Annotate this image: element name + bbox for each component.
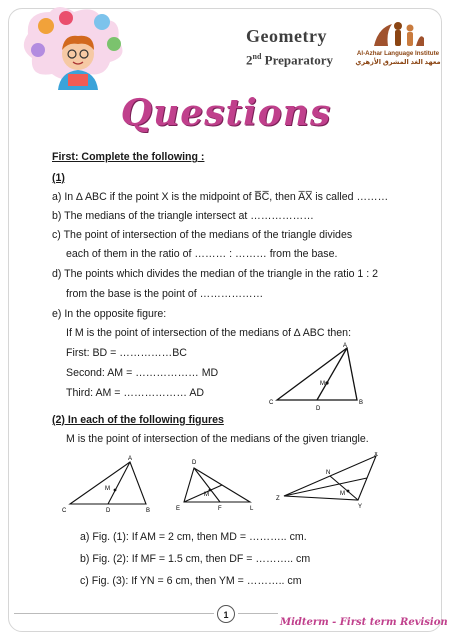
fig2-label-m: M [204, 492, 209, 498]
fig1-label-a: A [128, 456, 133, 462]
question-1d-line1: d) The points which divides the median of the triangle in the ratio 1 : 2 [52, 268, 379, 280]
fig1-label-d: D [106, 508, 111, 514]
label-c: C [269, 400, 274, 406]
fig1-label-c: C [62, 508, 67, 514]
page-heading: Questions [120, 92, 332, 134]
section-heading-second: (2) In each of the following figures [52, 414, 224, 426]
question-1a: a) In ∆ ABC if the point X is the midpoint of B̅C̅, then A̅X̅ is called ……… [52, 191, 389, 203]
question-number-1: (1) [52, 172, 65, 184]
page-number: 1 [217, 605, 235, 623]
question-1c-line2: each of them in the ratio of ……… : ……… from the base. [66, 248, 338, 260]
question-1e-line1: e) In the opposite figure: [52, 308, 167, 320]
fig1-label-m: M [105, 486, 110, 492]
fig2-label-f: F [218, 506, 222, 512]
fig2-label-e: E [176, 506, 181, 512]
question-1e-second: Second: AM = ……………… MD [66, 367, 219, 379]
footer-divider-left [14, 613, 214, 614]
fig3-label-z: Z [276, 496, 280, 502]
section2-intro: M is the point of intersection of the medians of the given triangle. [66, 433, 369, 445]
fig3-label-x: X [374, 452, 379, 458]
fig3-label-m: M [340, 491, 345, 497]
footer-divider-right [238, 613, 278, 614]
question-1d-line2: from the base is the point of ……………… [66, 288, 264, 300]
figure-3 [276, 452, 378, 510]
label-d: D [316, 406, 321, 412]
question-1e-first: First: BD = ……………BC [66, 347, 187, 359]
fig3-label-n: N [326, 470, 331, 476]
question-1b: b) The medians of the triangle intersect at ……………… [52, 210, 314, 222]
three-triangle-figures [58, 452, 403, 524]
institute-name-english: Al-Azhar Language Institute [356, 50, 440, 57]
subject-title: Geometry [246, 26, 327, 46]
question-1e-third: Third: AM = ……………… AD [66, 387, 205, 399]
fig3-label-y: Y [358, 504, 363, 510]
figure-2 [176, 460, 254, 512]
section-heading-first: First: Complete the following : [52, 151, 205, 163]
triangle-abc-figure [265, 340, 365, 412]
label-a: A [343, 343, 348, 349]
label-m: M [320, 381, 325, 387]
question-1e-line2: If M is the point of intersection of the medians of ∆ ABC then: [66, 327, 352, 339]
question-2b: b) Fig. (2): If MF = 1.5 cm, then DF = ……….. cm [80, 553, 311, 565]
footer-label: Midterm - First term Revision [280, 617, 448, 628]
question-2a: a) Fig. (1): If AM = 2 cm, then MD = ……….. cm. [80, 531, 307, 543]
institute-logo-icon [368, 18, 426, 48]
institute-name-arabic: معهد الغد المشرق الأزهري [355, 59, 441, 66]
label-b: B [359, 400, 364, 406]
figure-1 [62, 456, 150, 514]
fig2-label-l: L [250, 506, 254, 512]
fig1-label-b: B [146, 508, 151, 514]
question-1c-line1: c) The point of intersection of the medians of the triangle divides [52, 229, 353, 241]
grade-label: 2nd Preparatory [246, 52, 334, 68]
question-2c: c) Fig. (3): If YN = 6 cm, then YM = ……….. cm [80, 575, 302, 587]
student-illustration-icon [18, 4, 138, 90]
fig2-label-d: D [192, 460, 197, 466]
